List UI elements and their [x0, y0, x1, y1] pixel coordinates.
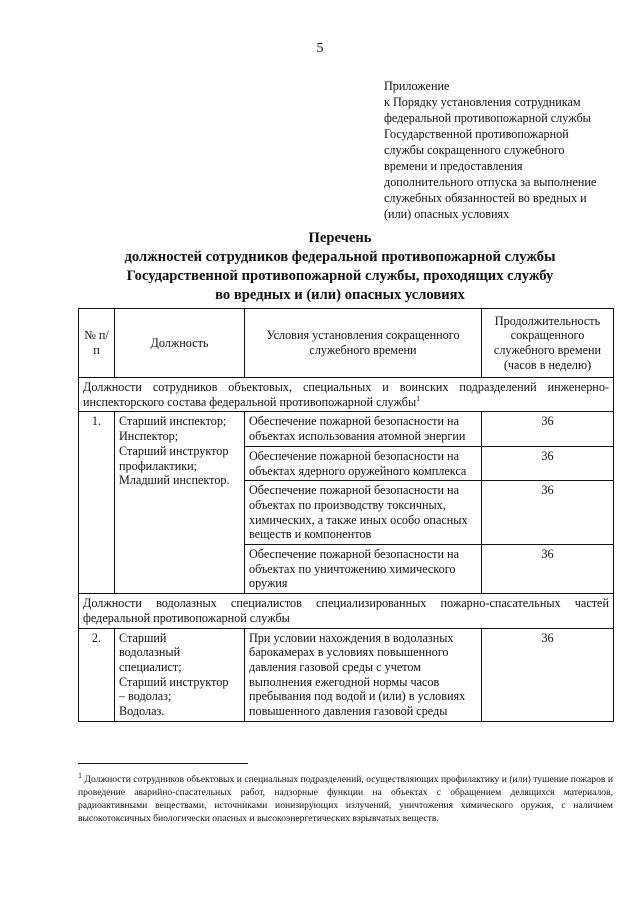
section-title-2: Должности водолазных специалистов специализированных пожарно-спасательных частей федеральной противопожарной службы — [79, 594, 614, 628]
position-cell — [115, 412, 245, 594]
row-number: 1. — [79, 412, 115, 594]
table-row — [79, 628, 614, 721]
header-number: № п/п — [79, 309, 115, 378]
footnote-divider — [78, 763, 248, 764]
position-line: Инспектор; — [119, 429, 179, 444]
hours-cell: 36 — [482, 481, 614, 545]
header-duration: Продолжительность сокращенного служебного времени (часов в неделю) — [482, 309, 614, 378]
position-line: Старший инспектор; — [119, 414, 227, 429]
footnote-mark: 1 — [78, 770, 82, 780]
appendix-line: федеральной противопожарной службы — [384, 111, 591, 125]
title-line: Государственной противопожарной службы, проходящих службу — [126, 268, 554, 284]
header-conditions: Условия установления сокращенного служебного времени — [245, 309, 482, 378]
title-line: Перечень — [308, 230, 372, 246]
position-line: Старший — [119, 630, 167, 645]
appendix-line: Государственной противопожарной — [384, 127, 569, 141]
hours-cell: 36 — [482, 628, 614, 721]
appendix-line: службы сокращенного служебного — [384, 143, 565, 157]
title-line: должностей сотрудников федеральной противопожарной службы — [124, 249, 556, 265]
position-line: профилактики; — [119, 458, 198, 473]
condition-cell: Обеспечение пожарной безопасности на объектах ядерного оружейного комплекса — [245, 446, 482, 480]
position-line: водолазный — [119, 645, 181, 660]
condition-cell: Обеспечение пожарной безопасности на объектах использования атомной энергии — [245, 412, 482, 446]
footnote — [78, 770, 613, 825]
title-line: во вредных и (или) опасных условиях — [215, 287, 465, 303]
row-number: 2. — [79, 628, 115, 721]
position-cell — [115, 628, 245, 721]
section-row — [79, 378, 614, 412]
footnote-text: Должности сотрудников объектовых и специальных подразделений, осуществляющих профилактику и (или) тушение пожаров и проведение аварийно-спасательных работ, надзорные функции на объектах с обращением делящихся материалов, радиоактивными веществами, источниками ионизирующих излучений, уничтожения химического оружия, с наличием высокотоксичных биологически опасных и высокоэнергетических взрывчатых веществ. — [78, 774, 613, 824]
page-number: 5 — [316, 41, 324, 56]
document-title — [60, 229, 620, 305]
position-line: – водолаз; — [119, 689, 172, 704]
appendix-line: к Порядку установления сотрудникам — [384, 95, 581, 109]
section-row — [79, 594, 614, 628]
appendix-line: Приложение — [384, 79, 450, 93]
hours-cell: 36 — [482, 545, 614, 594]
table-row — [79, 412, 614, 446]
position-line: Водолаз. — [119, 704, 165, 719]
position-line: Младший инспектор. — [119, 473, 230, 488]
table-header-row — [79, 309, 614, 378]
position-line: Старший инструктор — [119, 443, 229, 458]
position-line: специалист; — [119, 659, 182, 674]
hours-cell: 36 — [482, 412, 614, 446]
condition-cell: Обеспечение пожарной безопасности на объектах по уничтожению химического оружия — [245, 545, 482, 594]
appendix-line: дополнительного отпуска за выполнение — [384, 175, 597, 189]
condition-cell: При условии нахождения в водолазных барокамерах в условиях повышенного давления газовой среды с учетом выполнения ежегодной нормы часов пребывания под водой и (или) в условиях повышенного давления газовой среды — [245, 628, 482, 721]
condition-cell: Обеспечение пожарной безопасности на объектах по производству токсичных, химических, а также иных особо опасных веществ и компонентов — [245, 481, 482, 545]
appendix-line: (или) опасных условиях — [384, 207, 510, 221]
header-position: Должность — [115, 309, 245, 378]
section-title-1 — [79, 378, 614, 412]
positions-table — [78, 308, 614, 722]
section-title-text: Должности сотрудников объектовых, специальных и воинских подразделений инженерно-инспекторского состава федеральной противопожарной службы — [83, 380, 609, 409]
appendix-line: служебных обязанностей во вредных и — [384, 191, 587, 205]
position-line: Старший инструктор — [119, 674, 229, 689]
hours-cell: 36 — [482, 446, 614, 480]
footnote-mark: 1 — [416, 393, 421, 403]
appendix-block — [384, 78, 614, 222]
appendix-line: времени и предоставления — [384, 159, 523, 173]
